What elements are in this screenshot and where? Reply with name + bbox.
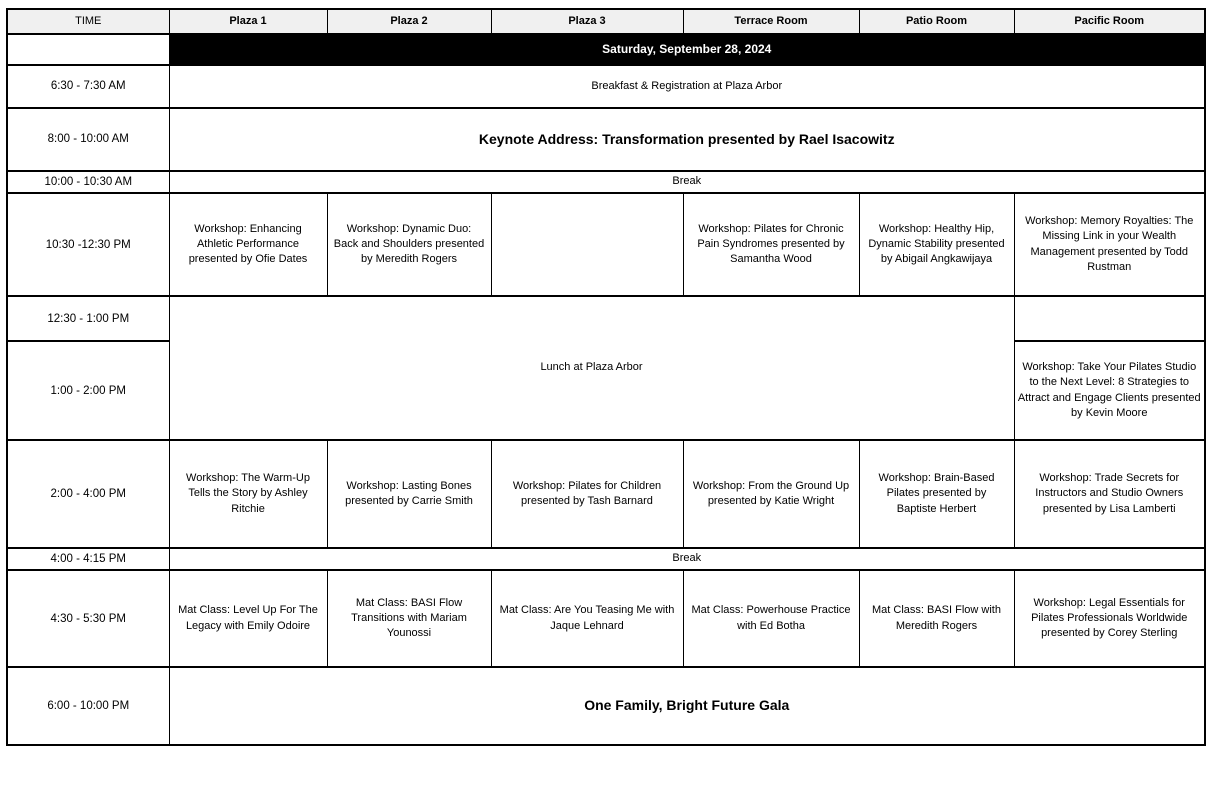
workshop-pacific-afternoon: Workshop: Trade Secrets for Instructors and Studio Owners presented by Lisa Lamberti bbox=[1014, 440, 1205, 548]
row-mat-classes bbox=[7, 570, 1205, 667]
mat-class-terrace: Mat Class: Powerhouse Practice with Ed Botha bbox=[683, 570, 859, 667]
time-cell-afternoon-workshops: 2:00 - 4:00 PM bbox=[7, 440, 169, 548]
schedule-table bbox=[6, 8, 1206, 746]
time-cell-breakfast: 6:30 - 7:30 AM bbox=[7, 65, 169, 108]
event-lunch: Lunch at Plaza Arbor bbox=[169, 296, 1014, 440]
time-cell-lunch-first-slot: 12:30 - 1:00 PM bbox=[7, 296, 169, 341]
event-breakfast: Breakfast & Registration at Plaza Arbor bbox=[169, 65, 1205, 108]
date-banner-row bbox=[7, 34, 1205, 65]
workshop-patio-afternoon: Workshop: Brain-Based Pilates presented by Baptiste Herbert bbox=[859, 440, 1014, 548]
row-breakfast bbox=[7, 65, 1205, 108]
workshop-plaza-2-morning: Workshop: Dynamic Duo: Back and Shoulders presented by Meredith Rogers bbox=[327, 193, 491, 296]
event-break-afternoon: Break bbox=[169, 548, 1205, 570]
mat-class-plaza-1: Mat Class: Level Up For The Legacy with Emily Odoire bbox=[169, 570, 327, 667]
workshop-patio-morning: Workshop: Healthy Hip, Dynamic Stability presented by Abigail Angkawijaya bbox=[859, 193, 1014, 296]
row-gala bbox=[7, 667, 1205, 745]
column-header-plaza-2: Plaza 2 bbox=[327, 9, 491, 34]
event-keynote: Keynote Address: Transformation presented by Rael Isacowitz bbox=[169, 108, 1205, 171]
mat-class-plaza-3: Mat Class: Are You Teasing Me with Jaque Lehnard bbox=[491, 570, 683, 667]
workshop-pacific-lunch-slot: Workshop: Take Your Pilates Studio to the Next Level: 8 Strategies to Attract and Engage Clients presented by Kevin Moore bbox=[1014, 341, 1205, 440]
row-morning-workshops bbox=[7, 193, 1205, 296]
workshop-plaza-1-morning: Workshop: Enhancing Athletic Performance presented by Ofie Dates bbox=[169, 193, 327, 296]
event-pacific-1230-slot bbox=[1014, 296, 1205, 341]
row-afternoon-workshops bbox=[7, 440, 1205, 548]
row-break-morning bbox=[7, 171, 1205, 193]
workshop-terrace-afternoon: Workshop: From the Ground Up presented by Katie Wright bbox=[683, 440, 859, 548]
time-cell-break-afternoon: 4:00 - 4:15 PM bbox=[7, 548, 169, 570]
header-row bbox=[7, 9, 1205, 34]
date-banner-empty-cell bbox=[7, 34, 169, 65]
workshop-plaza-3-morning bbox=[491, 193, 683, 296]
row-break-afternoon bbox=[7, 548, 1205, 570]
mat-class-plaza-2: Mat Class: BASI Flow Transitions with Mariam Younossi bbox=[327, 570, 491, 667]
workshop-plaza-3-afternoon: Workshop: Pilates for Children presented by Tash Barnard bbox=[491, 440, 683, 548]
mat-class-patio: Mat Class: BASI Flow with Meredith Rogers bbox=[859, 570, 1014, 667]
column-header-patio-room: Patio Room bbox=[859, 9, 1014, 34]
column-header-time: TIME bbox=[7, 9, 169, 34]
event-gala: One Family, Bright Future Gala bbox=[169, 667, 1205, 745]
time-cell-mat-classes: 4:30 - 5:30 PM bbox=[7, 570, 169, 667]
time-cell-break-morning: 10:00 - 10:30 AM bbox=[7, 171, 169, 193]
column-header-plaza-3: Plaza 3 bbox=[491, 9, 683, 34]
row-lunch-first-slot bbox=[7, 296, 1205, 341]
workshop-plaza-2-afternoon: Workshop: Lasting Bones presented by Carrie Smith bbox=[327, 440, 491, 548]
column-header-terrace-room: Terrace Room bbox=[683, 9, 859, 34]
workshop-pacific-late: Workshop: Legal Essentials for Pilates Professionals Worldwide presented by Corey Sterling bbox=[1014, 570, 1205, 667]
column-header-pacific-room: Pacific Room bbox=[1014, 9, 1205, 34]
row-keynote bbox=[7, 108, 1205, 171]
event-break-morning: Break bbox=[169, 171, 1205, 193]
date-banner: Saturday, September 28, 2024 bbox=[169, 34, 1205, 65]
workshop-terrace-morning: Workshop: Pilates for Chronic Pain Syndromes presented by Samantha Wood bbox=[683, 193, 859, 296]
workshop-pacific-morning: Workshop: Memory Royalties: The Missing Link in your Wealth Management presented by Todd Rustman bbox=[1014, 193, 1205, 296]
time-cell-gala: 6:00 - 10:00 PM bbox=[7, 667, 169, 745]
time-cell-lunch-second-slot: 1:00 - 2:00 PM bbox=[7, 341, 169, 440]
workshop-plaza-1-afternoon: Workshop: The Warm-Up Tells the Story by Ashley Ritchie bbox=[169, 440, 327, 548]
time-cell-morning-workshops: 10:30 -12:30 PM bbox=[7, 193, 169, 296]
time-cell-keynote: 8:00 - 10:00 AM bbox=[7, 108, 169, 171]
column-header-plaza-1: Plaza 1 bbox=[169, 9, 327, 34]
